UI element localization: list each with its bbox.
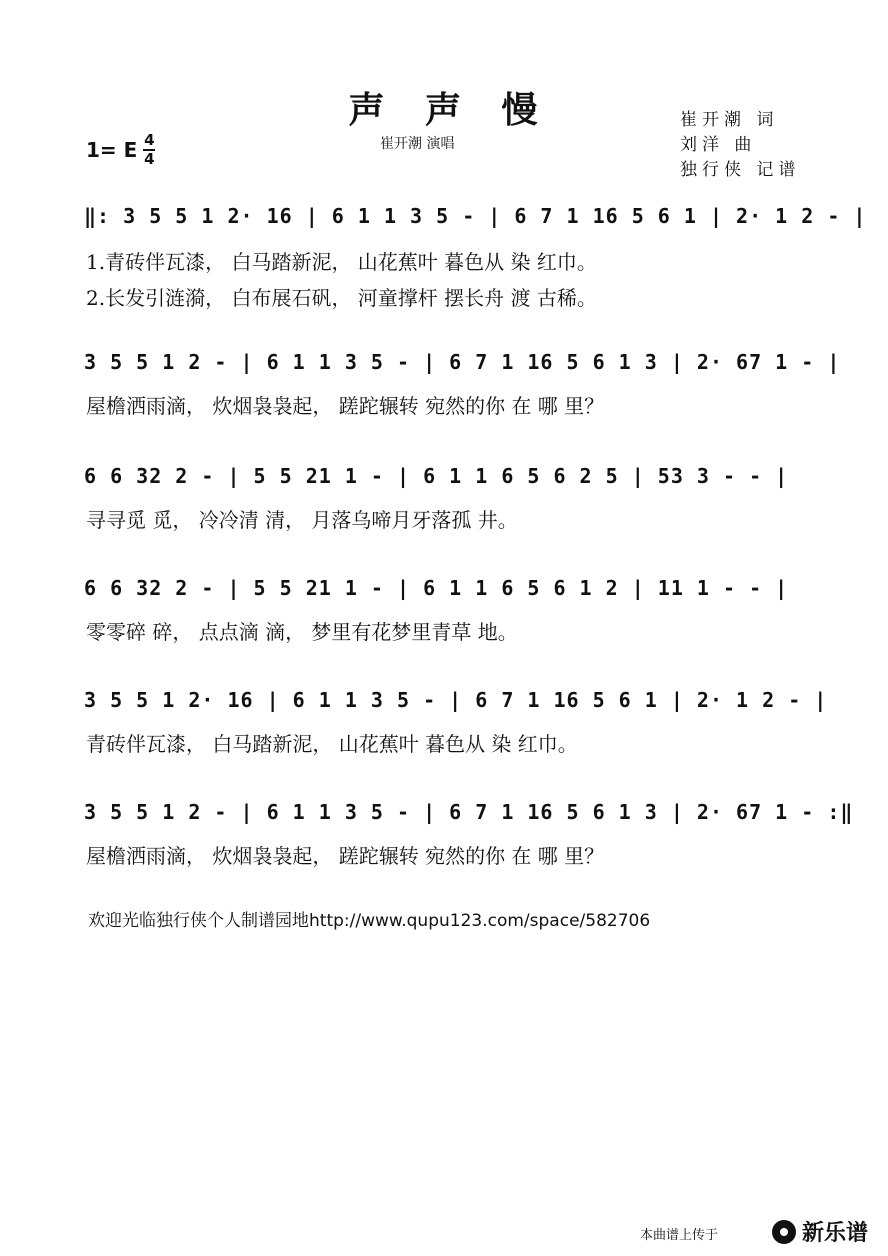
key-signature xyxy=(86,133,155,167)
lyric-line: 屋檐洒雨滴， 炊烟袅袅起， 蹉跎辗转 宛然的你 在 哪 里？ xyxy=(86,844,605,868)
lyric-verse-2: 2.长发引涟漪， 白布展石矾， 河童撑杆 摆长舟 渡 古稀。 xyxy=(86,286,597,310)
lyric-line: 寻寻觅 觅， 冷冷清 清， 月落乌啼月牙落孤 井。 xyxy=(86,508,518,532)
key-label: 1= E xyxy=(86,138,138,162)
notes-row: 6 6 32 2 - | 5 5 21 1 - | 6 1 1 6 5 6 2 5 | 53 3 - - | xyxy=(84,464,789,488)
notes-row: ‖: 3 5 5 1 2· 16 | 6 1 1 3 5 - | 6 7 1 16 5 6 1 | 2· 1 2 - | xyxy=(84,204,867,228)
lyric-line: 青砖伴瓦漆， 白马踏新泥， 山花蕉叶 暮色从 染 红巾。 xyxy=(86,732,578,756)
footer-link[interactable]: 欢迎光临独行侠个人制谱园地http://www.qupu123.com/space/582706 xyxy=(88,911,651,931)
time-bottom: 4 xyxy=(144,150,155,168)
notes-row: 3 5 5 1 2· 16 | 6 1 1 3 5 - | 6 7 1 16 5 6 1 | 2· 1 2 - | xyxy=(84,688,828,712)
time-top: 4 xyxy=(144,131,155,149)
transcriber-credit: 独行侠 记谱 xyxy=(680,160,801,180)
record-disc-icon xyxy=(772,1220,796,1244)
lyricist-credit: 崔开潮 词 xyxy=(680,110,779,130)
notes-row: 3 5 5 1 2 - | 6 1 1 3 5 - | 6 7 1 16 5 6 1 3 | 2· 67 1 - :‖ xyxy=(84,800,854,824)
lyric-line: 屋檐洒雨滴， 炊烟袅袅起， 蹉跎辗转 宛然的你 在 哪 里？ xyxy=(86,394,605,418)
song-title: 声 声 慢 xyxy=(348,89,552,131)
logo-text: 新乐谱 xyxy=(802,1221,869,1246)
performer-credit: 崔开潮 演唱 xyxy=(380,136,455,152)
composer-credit: 刘洋 曲 xyxy=(680,135,757,155)
lyric-line: 零零碎 碎， 点点滴 滴， 梦里有花梦里青草 地。 xyxy=(86,620,518,644)
upload-notice: 本曲谱上传于 xyxy=(640,1228,719,1243)
site-logo[interactable] xyxy=(772,1216,868,1247)
notes-row: 6 6 32 2 - | 5 5 21 1 - | 6 1 1 6 5 6 1 2 | 11 1 - - | xyxy=(84,576,789,600)
notes-row: 3 5 5 1 2 - | 6 1 1 3 5 - | 6 7 1 16 5 6 1 3 | 2· 67 1 - | xyxy=(84,350,841,374)
credits-block xyxy=(680,108,800,183)
time-signature xyxy=(143,133,155,167)
lyric-verse-1: 1.青砖伴瓦漆， 白马踏新泥， 山花蕉叶 暮色从 染 红巾。 xyxy=(86,250,597,274)
